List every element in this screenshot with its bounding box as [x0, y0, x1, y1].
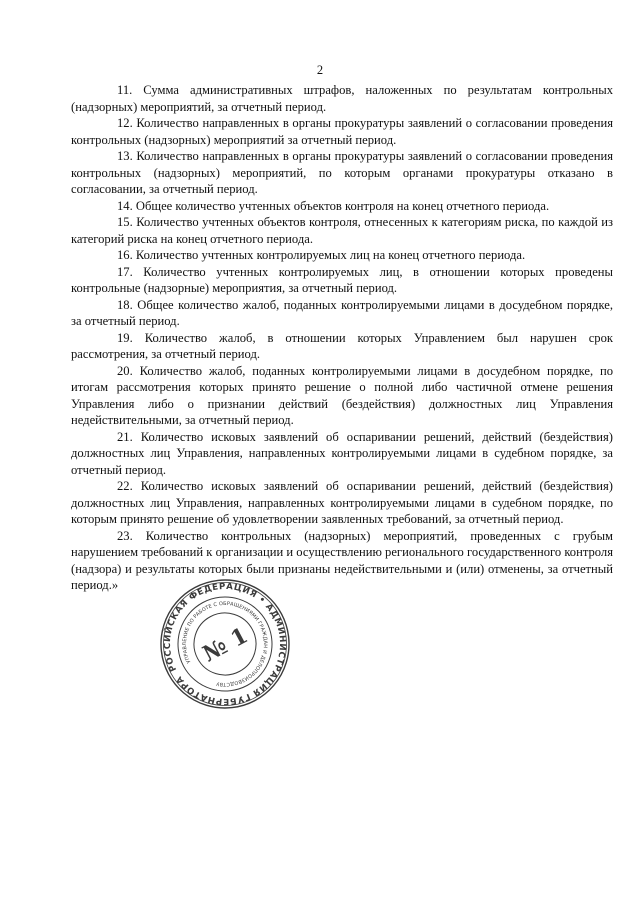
list-item: 21. Количество исковых заявлений об оспаривании решений, действий (бездействия) должностных лиц Управления, направленных контролируемыми лицами в судебном порядке, за отчетный период.	[71, 429, 613, 477]
seal-outer-text: РОССИЙСКАЯ ФЕДЕРАЦИЯ • АДМИНИСТРАЦИЯ ГУБЕРНАТОРА	[162, 581, 288, 707]
list-item: 13. Количество направленных в органы прокуратуры заявлений о согласовании проведения контрольных (надзорных) мероприятий, по которым органами прокуратуры отказано в согласовании, за отчетный период.	[71, 149, 613, 196]
list-item: 17. Количество учтенных контролируемых лиц, в отношении которых проведены контрольные (надзорные) мероприятия, за отчетный период.	[71, 264, 613, 295]
official-seal-stamp	[159, 578, 291, 710]
list-item: 22. Количество исковых заявлений об оспаривании решений, действий (бездействия) должностных лиц Управления, направленных контролируемыми лицами в судебном порядке, по которым принято решение об удовлетворении заявленных требований, за отчетный период.	[71, 479, 613, 526]
list-item: 16. Количество учтенных контролируемых лиц на конец отчетного периода.	[117, 248, 526, 262]
list-item: 12. Количество направленных в органы прокуратуры заявлений о согласовании проведения контрольных (надзорных) мероприятий за отчетный период.	[71, 116, 613, 147]
page-number: 2	[316, 63, 324, 77]
seal-center-text: № 1	[198, 622, 253, 668]
list-item: 20. Количество жалоб, поданных контролируемыми лицами в досудебном порядке, по итогам рассмотрения которых принято решение о полной либо частичной отмене решения Управления либо о признании действий (бездействия) должностных лиц Управления недействительными, за отчетный период.	[71, 363, 613, 427]
list-item: 15. Количество учтенных объектов контроля, отнесенных к категориям риска, по каждой из категорий риска на конец отчетного периода.	[71, 215, 613, 246]
list-item: 11. Сумма административных штрафов, наложенных по результатам контрольных (надзорных) мероприятий, за отчетный период.	[71, 83, 613, 114]
list-item: 23. Количество контрольных (надзорных) мероприятий, проведенных с грубым нарушением требований к организации и осуществлению регионального государственного контроля (надзора) и результаты которых были признаны недействительными и (или) отменены, за отчетный период.»	[71, 528, 613, 592]
document-body	[71, 82, 613, 594]
seal-inner-text: УПРАВЛЕНИЕ ПО РАБОТЕ С ОБРАЩЕНИЯМИ ГРАЖДАН И ДЕЛОПРОИЗВОДСТВУ	[181, 600, 269, 688]
list-item: 19. Количество жалоб, в отношении которых Управлением был нарушен срок рассмотрения, за отчетный период.	[71, 330, 613, 361]
list-item: 18. Общее количество жалоб, поданных контролируемыми лицами в досудебном порядке, за отчетный период.	[71, 297, 613, 328]
list-item: 14. Общее количество учтенных объектов контроля на конец отчетного периода.	[117, 198, 550, 213]
